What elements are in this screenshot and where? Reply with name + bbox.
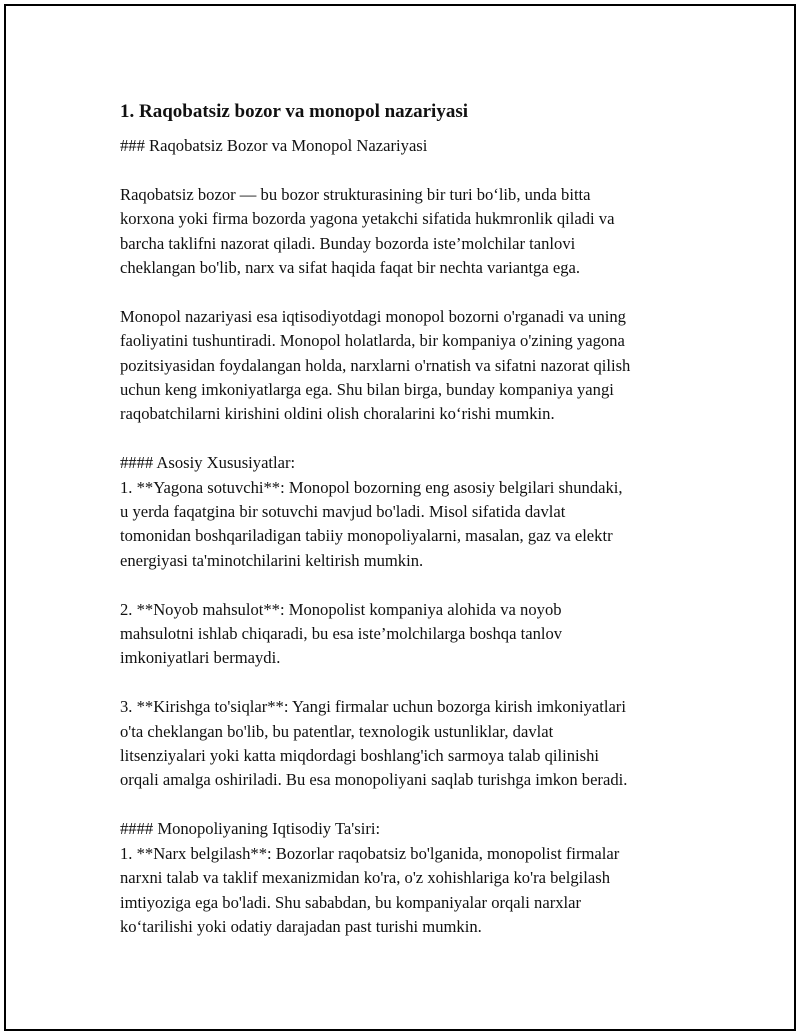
paragraph-unique-product: 2. **Noyob mahsulot**: Monopolist kompaniya alohida va noyob mahsulotni ishlab chiqaradi, bu esa iste’molchilarga boshqa tanlov imkoniyatlari bermaydi. — [120, 599, 563, 668]
document-body — [120, 98, 700, 939]
paragraph-gap — [120, 573, 700, 597]
paragraph-key-features: #### Asosiy Xususiyatlar: 1. **Yagona sotuvchi**: Monopol bozorning eng asosiy belgilari shundaki, u yerda faqatgina bir sotuvchi mavjud bo'ladi. Misol sifatida davlat tomonidan boshqariladigan tabiiy monopoliyalarni, masalan, gaz va elektr energiyasi ta'minotchilarini keltirish mumkin. — [120, 453, 623, 570]
paragraph-gap — [120, 427, 700, 451]
paragraph-monopoly-theory: Monopol nazariyasi esa iqtisodiyotdagi monopol bozorni o'rganadi va uning faoliyatini tushuntiradi. Monopol holatlarda, bir kompaniya o'zining yagona pozitsiyasidan foydalangan holda, narxlarni o'rnatish va sifatni nazorat qilish uchun keng imkoniyatlarga ega. Shu bilan birga, bunday kompaniya yangi raqobatchilarni kirishini oldini olish choralarini ko‘rishi mumkin. — [120, 306, 631, 424]
paragraph-definition: Raqobatsiz bozor — bu bozor strukturasining bir turi bo‘lib, unda bitta korxona yoki firma bozorda yagona yetakchi sifatida hukmronlik qiladi va barcha taklifni nazorat qiladi. Bunday bozorda iste’molchilar tanlovi cheklangan bo'lib, narx va sifat haqida faqat bir nechta variantga ega. — [120, 184, 615, 278]
paragraph-gap — [120, 280, 700, 304]
paragraph-entry-barriers: 3. **Kirishga to'siqlar**: Yangi firmalar uchun bozorga kirish imkoniyatlari o'ta cheklangan bo'lib, bu patentlar, texnologik ustunliklar, davlat litsenziyalari yoki katta miqdordagi boshlang'ich sarmoya talab qilinishi orqali amalga oshiriladi. Bu esa monopoliyani saqlab turishga imkon beradi. — [120, 697, 628, 790]
page-title: 1. Raqobatsiz bozor va monopol nazariyasi — [120, 101, 469, 122]
paragraph-gap — [120, 793, 700, 817]
paragraph-economic-impact: #### Monopoliyaning Iqtisodiy Ta'siri: 1. **Narx belgilash**: Bozorlar raqobatsiz bo'lganida, monopolist firmalar narxni talab va taklif mexanizmidan ko'ra, o'z xohishlariga ko'ra belgilash imtiyoziga ega bo'ladi. Shu sababdan, bu kompaniyalar orqali narxlar ko‘tarilishi yoki odatiy darajadan past turishi mumkin. — [120, 819, 620, 936]
subtitle-line: ### Raqobatsiz Bozor va Monopol Nazariyasi — [120, 136, 428, 155]
document-page — [4, 4, 796, 1031]
paragraph-gap — [120, 158, 700, 182]
paragraph-gap — [120, 671, 700, 695]
